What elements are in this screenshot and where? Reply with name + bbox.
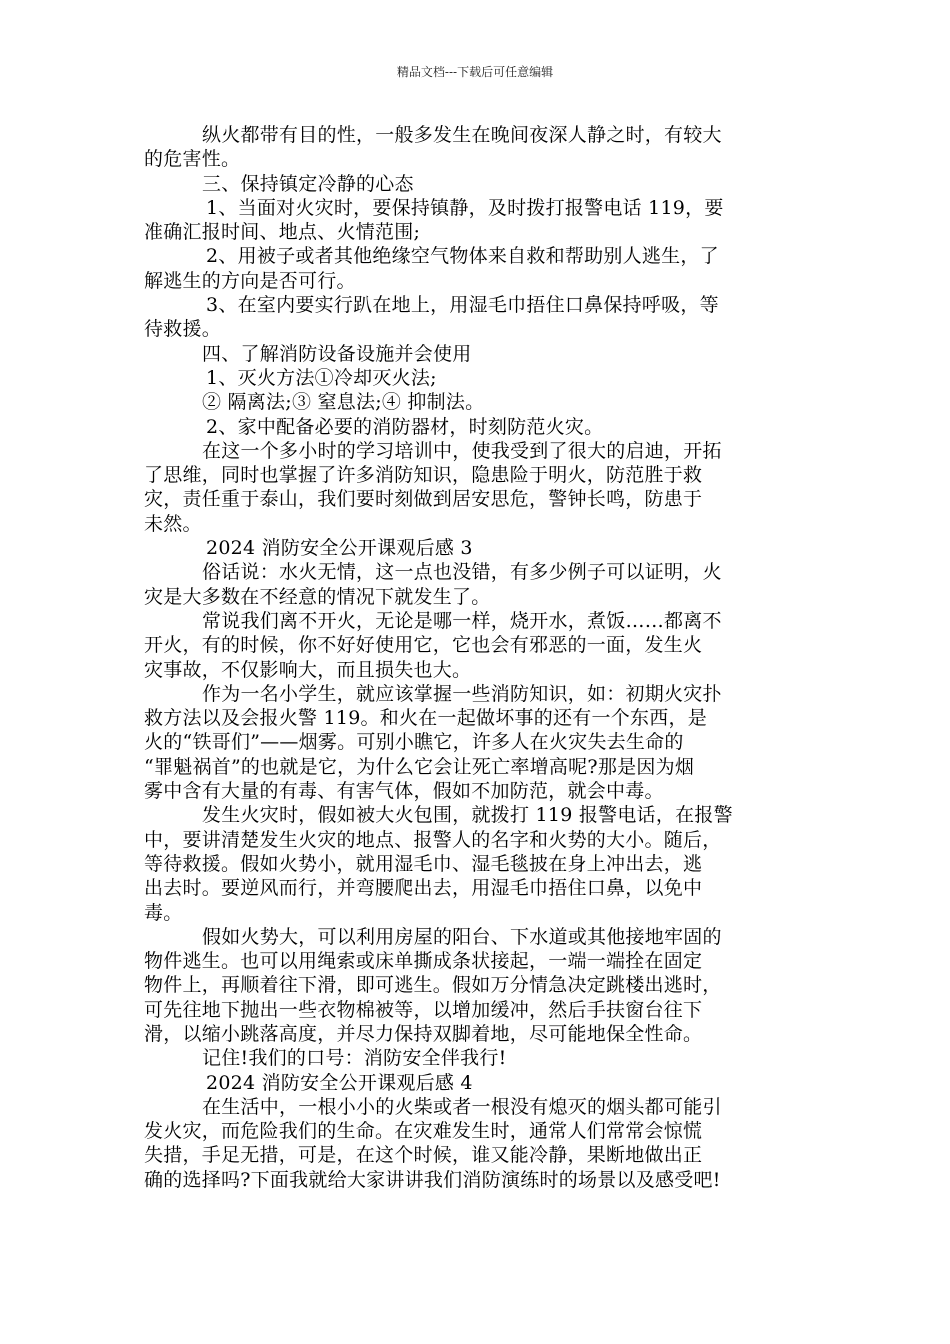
text-line: 等待救援。假如火势小，就用湿毛巾、湿毛毯披在身上冲出去，逃 bbox=[144, 852, 703, 875]
text-line: 未然。 bbox=[144, 512, 202, 535]
text-line: 三、保持镇定冷静的心态 bbox=[202, 172, 414, 195]
text-line: 火的“铁哥们”——烟雾。可别小瞧它，许多人在火灾失去生命的 bbox=[144, 731, 684, 754]
text-line: 的危害性。 bbox=[144, 148, 241, 171]
text-line: 开火，有的时候，你不好好使用它，它也会有邪恶的一面，发生火 bbox=[144, 634, 703, 657]
text-line: 四、了解消防设备设施并会使用 bbox=[202, 342, 472, 365]
text-line: 3、在室内要实行趴在地上，用湿毛巾捂住口鼻保持呼吸，等 bbox=[206, 294, 719, 317]
text-line: 救方法以及会报火警 119。和火在一起做坏事的还有一个东西，是 bbox=[144, 707, 708, 730]
text-line: 1、当面对火灾时，要保持镇静，及时拨打报警电话 119，要 bbox=[206, 196, 724, 219]
text-line: 滑，以缩小跳落高度，并尽力保持双脚着地，尽可能地保全性命。 bbox=[144, 1022, 703, 1045]
text-line: 作为一名小学生，就应该掌握一些消防知识，如：初期火灾扑 bbox=[202, 682, 722, 705]
text-line: 可先往地下抛出一些衣物棉被等，以增加缓冲，然后手扶窗台往下 bbox=[144, 998, 703, 1021]
text-line: 准确汇报时间、地点、火情范围; bbox=[144, 221, 421, 244]
text-line: 了思维，同时也掌握了许多消防知识，隐患险于明火，防范胜于救 bbox=[144, 464, 703, 487]
text-line: 记住!我们的口号：消防安全伴我行! bbox=[202, 1047, 507, 1070]
text-line: 常说我们离不开火，无论是哪一样，烧开水，煮饭……都离不 bbox=[202, 609, 722, 632]
page-header: 精品文档---下载后可任意编辑 bbox=[396, 65, 554, 79]
text-line: 出去时。要逆风而行，并弯腰爬出去，用湿毛巾捂住口鼻，以免中 bbox=[144, 877, 703, 900]
document-body bbox=[144, 123, 814, 1192]
text-line: “罪魁祸首”的也就是它，为什么它会让死亡率增高呢?那是因为烟 bbox=[144, 755, 695, 778]
text-line: 发生火灾时，假如被大火包围，就拨打 119 报警电话，在报警 bbox=[202, 804, 733, 827]
text-line: 雾中含有大量的有毒、有害气体，假如不加防范，就会中毒。 bbox=[144, 780, 664, 803]
text-line: 物件逃生。也可以用绳索或床单撕成条状接起，一端一端拴在固定 bbox=[144, 950, 703, 973]
text-line: 2024 消防安全公开课观后感 3 bbox=[206, 537, 473, 560]
text-line: 假如火势大，可以利用房屋的阳台、下水道或其他接地牢固的 bbox=[202, 925, 722, 948]
text-line: 灾是大多数在不经意的情况下就发生了。 bbox=[144, 585, 491, 608]
text-line: 中，要讲清楚发生火灾的地点、报警人的名字和火势的大小。随后， bbox=[144, 828, 722, 851]
text-line: 灾事故，不仅影响大，而且损失也大。 bbox=[144, 658, 472, 681]
text-line: 俗话说：水火无情，这一点也没错，有多少例子可以证明，火 bbox=[202, 561, 722, 584]
text-line: 灾，责任重于泰山，我们要时刻做到居安思危，警钟长鸣，防患于 bbox=[144, 488, 703, 511]
text-line: 2024 消防安全公开课观后感 4 bbox=[206, 1071, 473, 1094]
text-line: 解逃生的方向是否可行。 bbox=[144, 269, 356, 292]
text-line: 在这一个多小时的学习培训中，使我受到了很大的启迪，开拓 bbox=[202, 439, 722, 462]
text-line: 毒。 bbox=[144, 901, 183, 924]
text-line: ② 隔离法;③ 窒息法;④ 抑制法。 bbox=[202, 391, 485, 414]
text-line: 物件上，再顺着往下滑，即可逃生。假如万分情急决定跳楼出逃时， bbox=[144, 974, 722, 997]
text-line: 纵火都带有目的性，一般多发生在晚间夜深人静之时，有较大 bbox=[202, 124, 722, 146]
text-line: 在生活中，一根小小的火柴或者一根没有熄灭的烟头都可能引 bbox=[202, 1095, 722, 1118]
text-line: 发火灾，而危险我们的生命。在灾难发生时，通常人们常常会惊慌 bbox=[144, 1120, 703, 1143]
text-line: 1、灭火方法①冷却灭火法; bbox=[206, 366, 437, 389]
text-line: 待救援。 bbox=[144, 318, 222, 341]
text-line: 失措，手足无措，可是，在这个时候，谁又能冷静，果断地做出正 bbox=[144, 1144, 703, 1167]
text-line: 2、家中配备必要的消防器材，时刻防范火灾。 bbox=[206, 415, 604, 438]
text-line: 2、用被子或者其他绝缘空气物体来自救和帮助别人逃生，了 bbox=[206, 245, 719, 268]
text-line: 确的选择吗?下面我就给大家讲讲我们消防演练时的场景以及感受吧! bbox=[144, 1168, 721, 1191]
